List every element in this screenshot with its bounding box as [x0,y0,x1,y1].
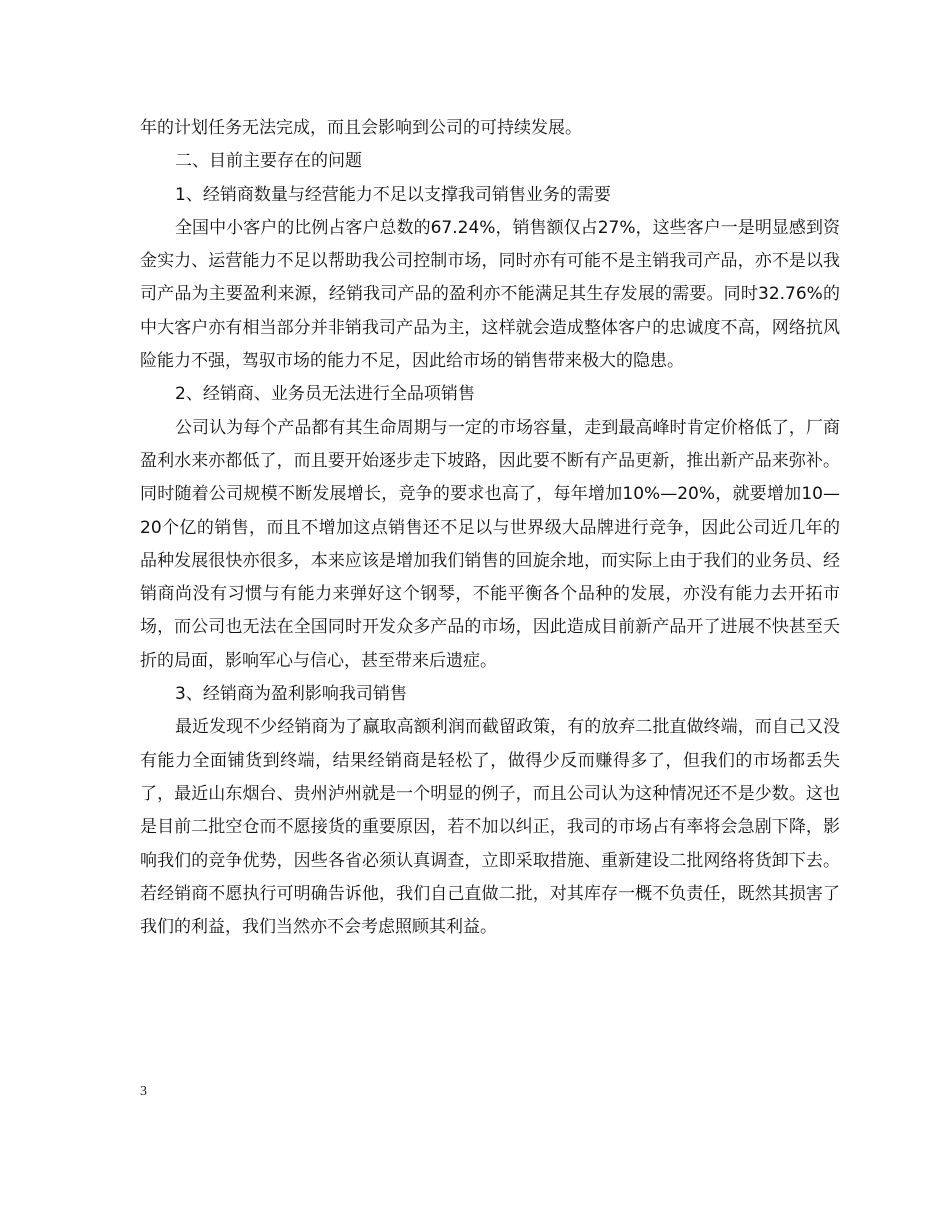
paragraph-dealer-policy: 最近发现不少经销商为了赢取高额利润而截留政策，有的放弃二批直做终端，而自己又没有能力全面铺货到终端，结果经销商是轻松了，做得少反而赚得多了，但我们的市场都丢失了，最近山东烟台、贵州泸州就是一个明显的例子，而且公司认为这种情况还不是少数。这也是目前二批空仓而不愿接货的重要原因，若不加以纠正，我司的市场占有率将会急剧下降，影响我们的竞争优势，因些各省必须认真调查，立即采取措施、重新建设二批网络将货卸下去。若经销商不愿执行可明确告诉他，我们自己直做二批，对其库存一概不负责任，既然其损害了我们的利益，我们当然亦不会考虑照顾其利益。 [140,717,840,938]
paragraph-customer-ratio: 全国中小客户的比例占客户总数的67.24%，销售额仅占27%，这些客户一是明显感到资金实力、运营能力不足以帮助我公司控制市场，同时亦有可能不是主销我司产品，亦不是以我司产品为主要盈利来源，经销我司产品的盈利亦不能满足其生存发展的需要。同时32.76%的中大客户亦有相当部分并非销我司产品为主，这样就会造成整体客户的忠诚度不高，网络抗风险能力不强，驾驭市场的能力不足，因此给市场的销售带来极大的隐患。 [140,217,840,372]
page-number: 3 [140,1084,147,1099]
subheading-dealer-profit: 3、经销商为盈利影响我司销售 [175,684,407,705]
section-heading-problems: 二、目前主要存在的问题 [175,151,362,172]
paragraph-product-lifecycle: 公司认为每个产品都有其生命周期与一定的市场容量，走到最高峰时肯定价格低了，厂商盈利水来亦都低了，而且要开始逐步走下坡路，因此要不断有产品更新，推出新产品来弥补。同时随着公司规模不断发展增长，竞争的要求也高了，每年增加10%—20%，就要增加10—20个亿的销售，而且不增加这点销售还不足以与世界级大品牌进行竞争，因此公司近几年的品种发展很快亦很多，本来应该是增加我们销售的回旋余地，而实际上由于我们的业务员、经销商尚没有习惯与有能力来弹好这个钢琴，不能平衡各个品种的发展，亦没有能力去开拓市场，而公司也无法在全国同时开发众多产品的市场，因此造成目前新产品开了进展不快甚至夭折的局面，影响军心与信心，甚至带来后遗症。 [140,417,840,671]
paragraph-continuation: 年的计划任务无法完成，而且会影响到公司的可持续发展。 [140,118,582,138]
subheading-dealer-capacity: 1、经销商数量与经营能力不足以支撑我司销售业务的需要 [175,184,611,205]
subheading-full-product-sales: 2、经销商、业务员无法进行全品项销售 [175,384,475,405]
document-body [140,112,840,944]
